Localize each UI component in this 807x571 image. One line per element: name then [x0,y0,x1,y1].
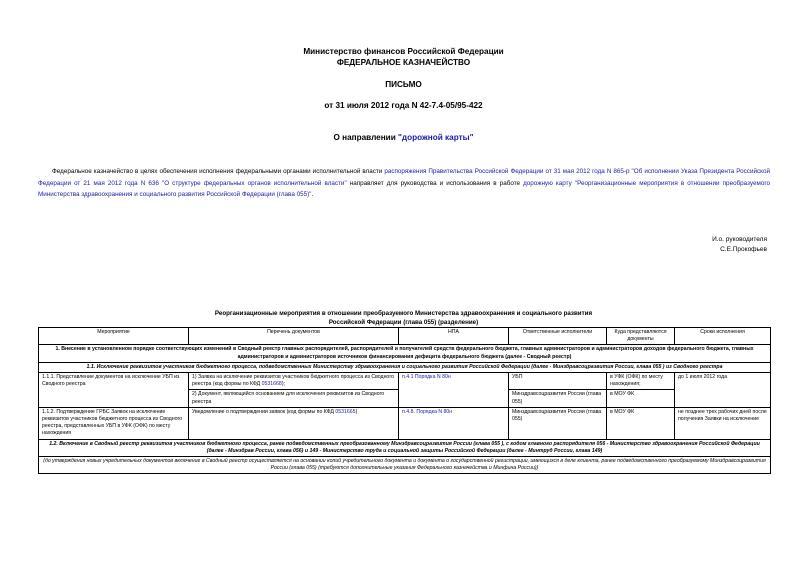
roadmap-table [38,327,771,474]
header-deadline: Сроки исполнения [675,328,771,345]
table-title-line-2: Российской Федерации (глава 055) (разделение) [328,319,479,326]
table-header-row [39,328,771,345]
row-1-1-1-where-2: в МОУ ФК [607,390,675,407]
npa-link[interactable]: п.4.1 Порядка N 80н [402,374,451,381]
npa-link[interactable]: п.4.8. Порядка N 80н [402,408,453,415]
section-note: (до утверждения новых учредительных документов включение в Сводный реестр осуществляется на основании копий учредительного документа и документа о государственной регистрации, имеющихся в деле клиента, ранее подведомственного преобразуемому Минздравсоцразвития России (глава 055) (требуются дополнительные указания Федерального казначейства и Минфина России)) [39,457,771,474]
subject-link[interactable]: "дорожной карты" [398,133,474,142]
body-text-2: направляет для руководства и использования в работе [346,179,524,187]
header-npa: НПА [399,328,509,345]
signer-role: И.о. руководителя [712,236,767,243]
row-1-1-2-event: 1.1.2. Подтверждение ГРБС Заявок на исключение реквизитов участников бюджетного процесса из Сводного реестра, представленных УБП в УФК (ОФК) по месту нахождения [39,407,189,439]
document-subject [0,133,807,142]
roadmap-link[interactable]: дорожную карту "Реорганизационные мероприятия в отношении преобразуемого Министерства здравоохранения и социального развития Российской Федерации (глава 055)" [38,179,770,198]
header-responsible: Ответственные исполнители [509,328,607,345]
row-1-1-1-resp-2: Минздравсоцразвития России (глава 055) [509,390,607,407]
table-row [39,362,771,372]
table-row [39,439,771,456]
table-row [39,373,771,390]
row-1-1-1-doc-1: 1) Заявка на исключение реквизитов участников бюджетного процесса из Сводного реестра (код формы по КФД 0531668); [189,373,399,390]
section-1-1: 1.1. Исключение реквизитов участников бюджетного процесса, подведомственных Министерству здравоохранения и социального развития Российской Федерации (далее - Минздравсоцразвития России, глава 055 ) из Сводного реестра [39,362,771,372]
row-1-1-1-npa [399,373,509,408]
row-1-1-2-doc: Уведомление о подтверждении заявок (код формы по КФД 0531665) [189,407,399,439]
body-text-1: Федеральное казначейство в целях обеспечения исполнения федеральными органами исполнительной власти [52,168,385,175]
document-type: ПИСЬМО [385,80,422,89]
row-1-1-1-event: 1.1.1. Представление документов на исключение УБП из Сводного реестра [39,373,189,408]
body-text-3: . [311,191,314,198]
form-0531665-link[interactable]: 0531665 [335,408,356,415]
form-0531668-link[interactable]: 0531668 [261,381,282,388]
row-1-1-1-doc-2: 2) Документ, являющийся основанием для исключения реквизитов из Сводного реестра [189,390,399,407]
letter-body [38,166,770,201]
header-event: Мероприятие [39,328,189,345]
row-1-1-1-resp-1: УБП [509,373,607,390]
ministry-name: Министерство финансов Российской Федерации [303,47,504,56]
document-date-number: от 31 июля 2012 года N 42-7.4-05/95-422 [324,101,483,110]
row-1-1-2-resp: Минздравсоцразвития России (глава 055) [509,407,607,439]
header-documents: Перечень документов [189,328,399,345]
row-1-1-2-where: в МОУ ФК [607,407,675,439]
table-row [39,457,771,474]
signer-name: С.Е.Прокофьев [720,246,767,253]
section-1-2: 1.2. Включение в Сводный реестр реквизитов участников бюджетного процесса, ранее подведомственных преобразованному Минздравсоцразвития России (глава 055 ), с кодом главного распорядителя 056 - Министерство здравоохранения Российской Федерации (далее - Минздрав России, глава 056) и 149 - Министерство труда и социальной защиты Российской Федерации (далее - Минтруд России, глава 149) [39,439,771,456]
section-1: 1. Внесение в установленном порядке соответствующих изменений в Сводный реестр главных распорядителей, распорядителей и получателей средств федерального бюджета, главных администраторов и администраторов доходов федерального бюджета, главных администраторов и администраторов источников финансирования дефицита федерального бюджета (далее - Сводный реестр) [39,345,771,362]
treasury-name: ФЕДЕРАЛЬНОЕ КАЗНАЧЕЙСТВО [336,58,471,67]
table-title-line-1: Реорганизационные мероприятия в отношении преобразуемого Министерства здравоохранения и социального развития [214,310,593,317]
header-destination: Куда представляются документы [607,328,675,345]
table-row [39,407,771,439]
government-order-link[interactable]: распоряжения Правительства Российской Федерации от 31 мая 2012 года N 865-р "Об исполнении Указа Президента Российской Федерации от 21 мая 2012 года N 636 "О структуре федеральных органов исполнительной власти" [38,168,770,187]
row-1-1-2-npa [399,407,509,439]
subject-prefix: О направлении [333,133,399,142]
row-1-1-1-term: до 1 июля 2012 года [675,373,771,408]
row-1-1-1-where-1: в УФК (ОФК) по месту нахождения; [607,373,675,390]
row-1-1-2-term: не позднее трех рабочих дней после получения Заявки на исключение [675,407,771,439]
table-title [0,309,807,327]
table-row [39,345,771,362]
